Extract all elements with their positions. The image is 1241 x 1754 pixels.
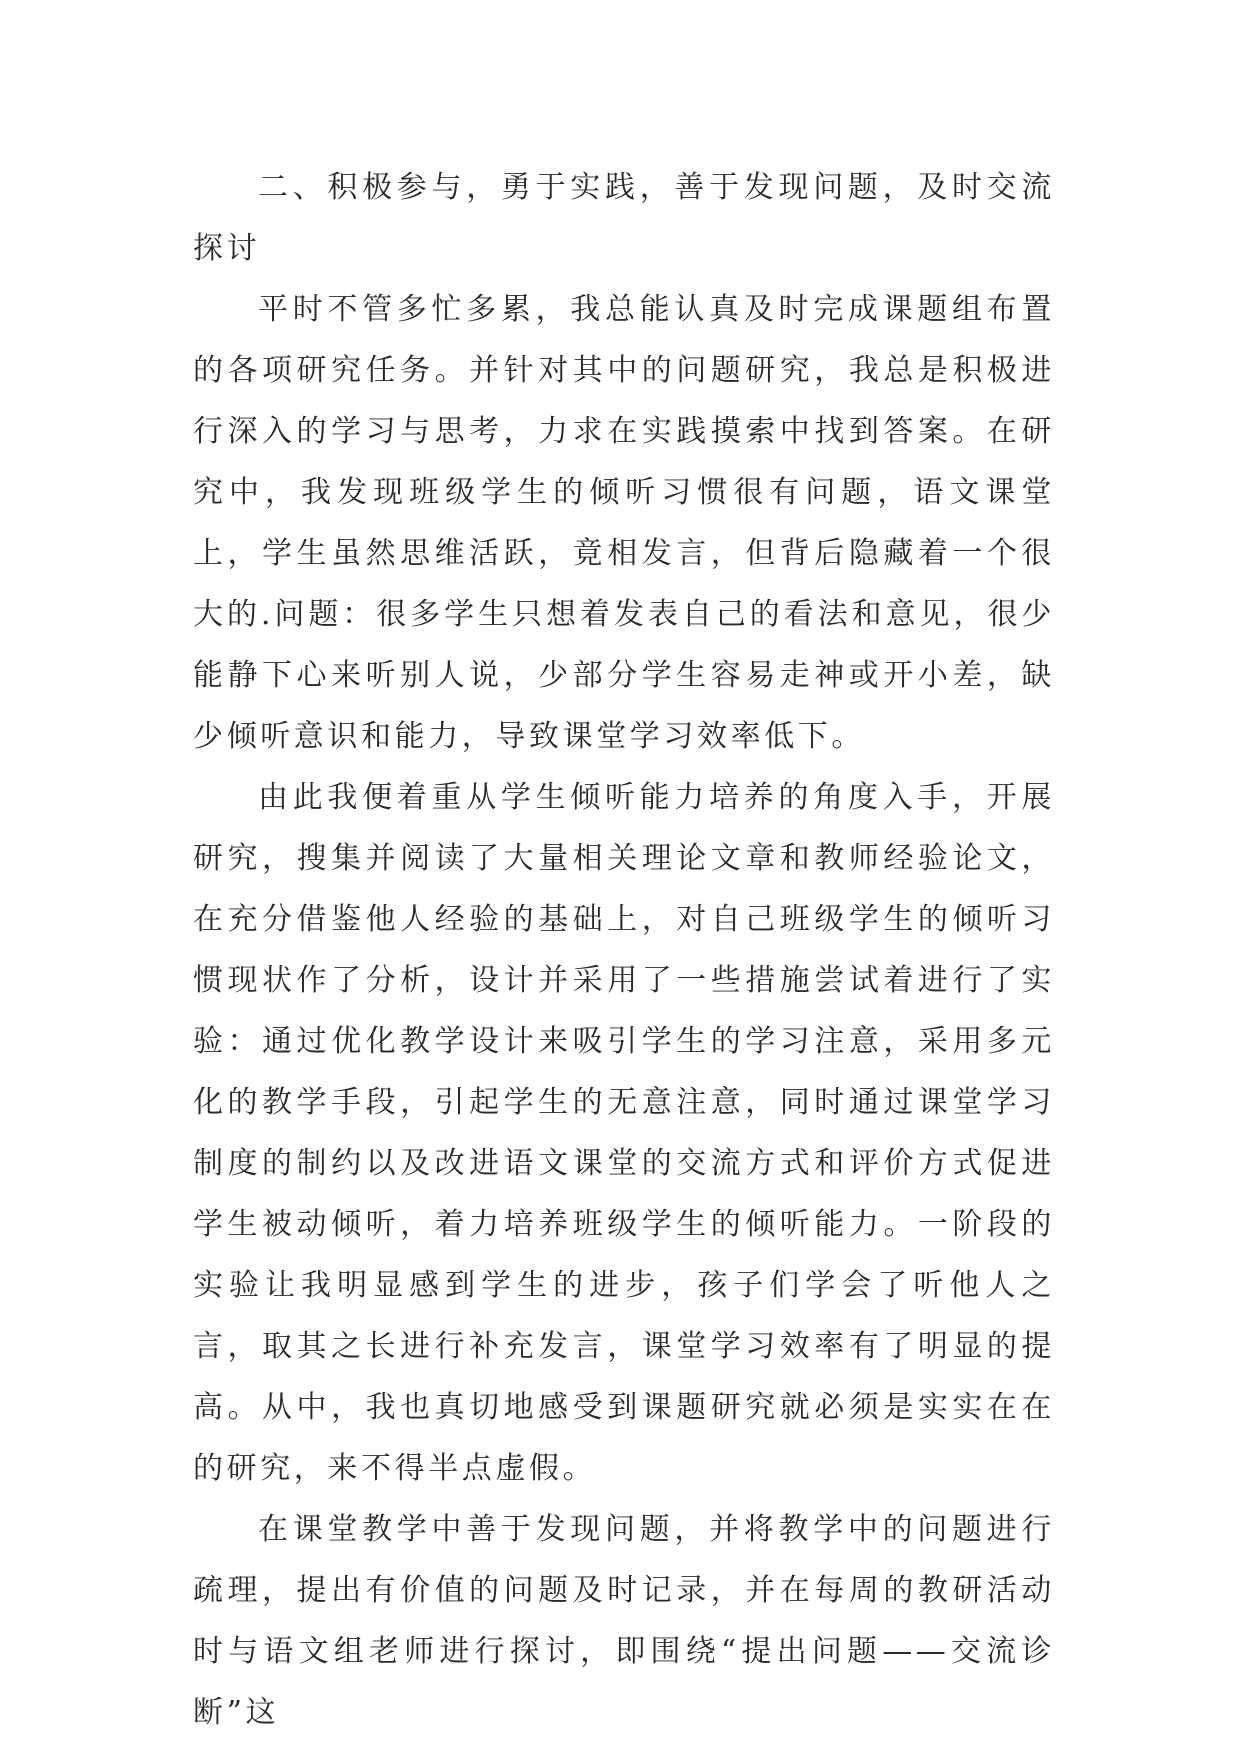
paragraph-2: 由此我便着重从学生倾听能力培养的角度入手，开展研究，搜集并阅读了大量相关理论文章和教师经验论文，在充分借鉴他人经验的基础上，对自己班级学生的倾听习惯现状作了分析，设计并采用了一些措施尝试着进行了实验：通过优化教学设计来吸引学生的学习注意，采用多元化的教学手段，引起学生的无意注意，同时通过课堂学习制度的制约以及改进语文课堂的交流方式和评价方式促进学生被动倾听，着力培养班级学生的倾听能力。一阶段的实验让我明显感到学生的进步，孩子们学会了听他人之言，取其之长进行补充发言，课堂学习效率有了明显的提高。从中，我也真切地感受到课题研究就必须是实实在在的研究，来不得半点虚假。	[193, 780, 1055, 1486]
paragraph-3: 在课堂教学中善于发现问题，并将教学中的问题进行疏理，提出有价值的问题及时记录，并在每周的教研活动时与语文组老师进行探讨，即围绕“提出问题——交流诊断”这	[193, 1512, 1055, 1730]
document-body	[193, 157, 1055, 1743]
section-heading: 二、积极参与，勇于实践，善于发现问题，及时交流探讨	[193, 170, 1055, 266]
paragraph-1: 平时不管多忙多累，我总能认真及时完成课题组布置的各项研究任务。并针对其中的问题研究，我总是积极进行深入的学习与思考，力求在实践摸索中找到答案。在研究中，我发现班级学生的倾听习惯很有问题，语文课堂上，学生虽然思维活跃，竟相发言，但背后隐藏着一个很大的.问题：很多学生只想着发表自己的看法和意见，很少能静下心来听别人说，少部分学生容易走神或开小差，缺少倾听意识和能力，导致课堂学习效率低下。	[193, 292, 1055, 754]
